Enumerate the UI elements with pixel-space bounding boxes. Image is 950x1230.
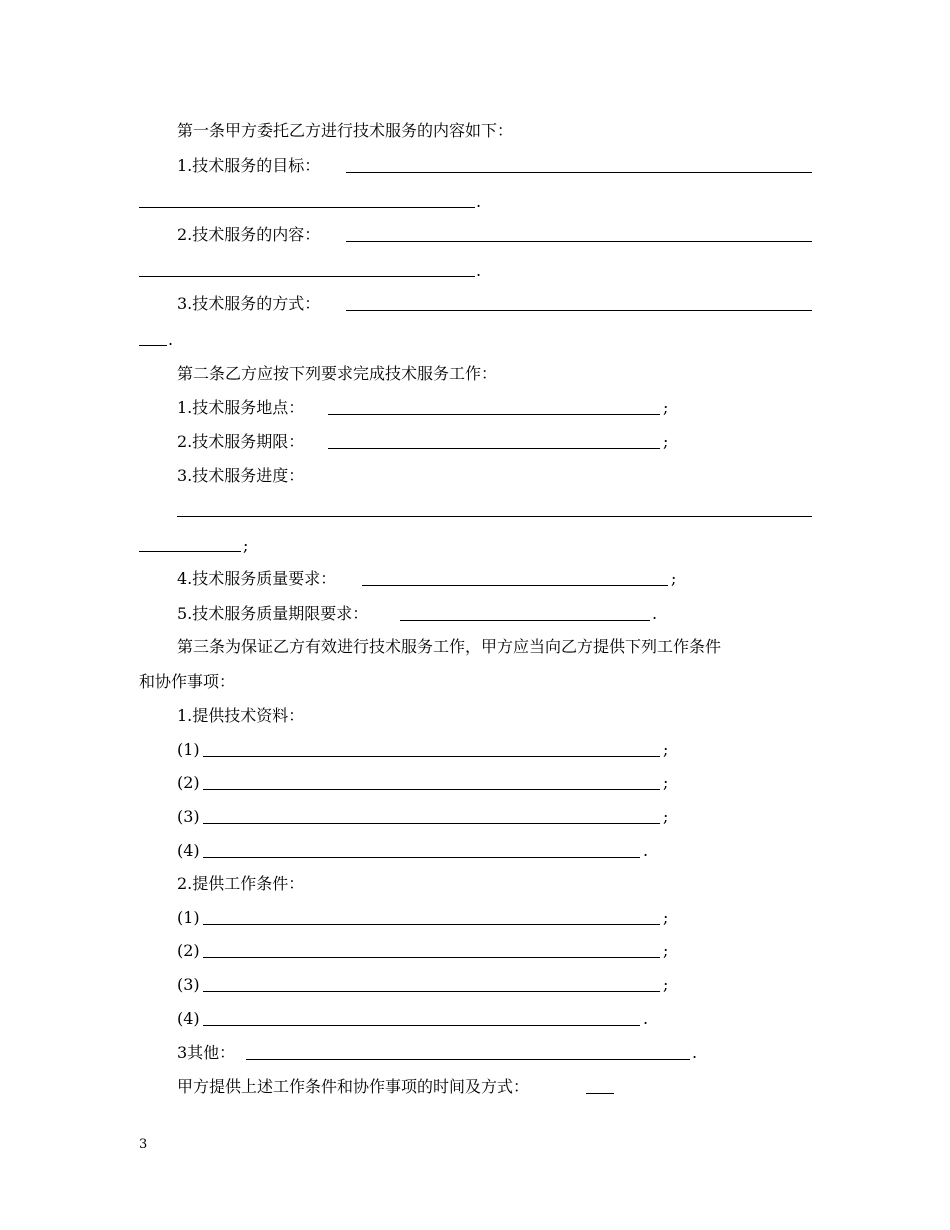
service-method-blank <box>346 310 812 311</box>
semicolon: ; <box>663 773 669 792</box>
service-goal-blank-cont <box>139 207 475 208</box>
conditions-item-2-blank <box>203 957 660 958</box>
service-location-blank <box>328 414 660 415</box>
other-label: 3其他： <box>177 1043 236 1062</box>
period: . <box>476 261 482 280</box>
semicolon: ; <box>243 536 249 555</box>
service-goal-blank <box>346 172 812 173</box>
period: . <box>652 604 658 623</box>
semicolon: ; <box>663 432 669 451</box>
other-blank <box>246 1059 690 1060</box>
period: . <box>476 192 482 211</box>
provide-conditions-label: 2.提供工作条件： <box>177 874 305 893</box>
service-quality-period-label: 5.技术服务质量期限要求： <box>177 604 369 623</box>
conditions-item-1-blank <box>203 924 660 925</box>
service-content-blank-cont <box>139 276 475 277</box>
service-content-label: 2.技术服务的内容： <box>177 225 321 244</box>
semicolon: ; <box>663 740 669 759</box>
period: . <box>692 1043 698 1062</box>
conditions-item-3: (3) <box>177 975 200 994</box>
article1-heading: 第一条甲方委托乙方进行技术服务的内容如下： <box>177 121 514 140</box>
conditions-item-3-blank <box>203 991 660 992</box>
time-method-blank <box>586 1093 614 1094</box>
service-quality-period-blank <box>400 620 650 621</box>
page-number: 3 <box>139 1137 148 1152</box>
conditions-item-4-blank <box>203 1025 640 1026</box>
materials-item-1-blank <box>203 756 660 757</box>
semicolon: ; <box>663 807 669 826</box>
conditions-item-2: (2) <box>177 941 200 960</box>
service-progress-blank <box>177 516 812 517</box>
materials-item-4-blank <box>203 857 640 858</box>
semicolon: ; <box>663 398 669 417</box>
semicolon: ; <box>663 941 669 960</box>
article3-heading-line2: 和协作事项： <box>139 672 236 691</box>
service-term-blank <box>328 448 660 449</box>
service-method-blank-cont <box>139 345 167 346</box>
semicolon: ; <box>663 908 669 927</box>
provide-materials-label: 1.提供技术资料： <box>177 706 305 725</box>
service-term-label: 2.技术服务期限： <box>177 432 305 451</box>
period: . <box>168 330 174 349</box>
period: . <box>643 841 649 860</box>
service-location-label: 1.技术服务地点： <box>177 398 305 417</box>
materials-item-3-blank <box>203 823 660 824</box>
service-progress-blank-cont <box>139 551 241 552</box>
article2-heading: 第二条乙方应按下列要求完成技术服务工作： <box>177 364 498 383</box>
semicolon: ; <box>663 975 669 994</box>
article3-heading-line1: 第三条为保证乙方有效进行技术服务工作，甲方应当向乙方提供下列工作条件 <box>177 637 722 656</box>
materials-item-1: (1) <box>177 740 200 759</box>
semicolon: ; <box>671 569 677 588</box>
service-goal-label: 1.技术服务的目标： <box>177 156 321 175</box>
period: . <box>643 1009 649 1028</box>
service-method-label: 3.技术服务的方式： <box>177 294 321 313</box>
materials-item-3: (3) <box>177 807 200 826</box>
materials-item-2-blank <box>203 789 660 790</box>
materials-item-2: (2) <box>177 773 200 792</box>
service-progress-label: 3.技术服务进度： <box>177 466 305 485</box>
conditions-item-1: (1) <box>177 908 200 927</box>
service-quality-blank <box>362 585 668 586</box>
conditions-item-4: (4) <box>177 1009 200 1028</box>
materials-item-4: (4) <box>177 841 200 860</box>
service-content-blank <box>346 241 812 242</box>
service-quality-label: 4.技术服务质量要求： <box>177 569 337 588</box>
time-method-label: 甲方提供上述工作条件和协作事项的时间及方式： <box>177 1077 530 1096</box>
